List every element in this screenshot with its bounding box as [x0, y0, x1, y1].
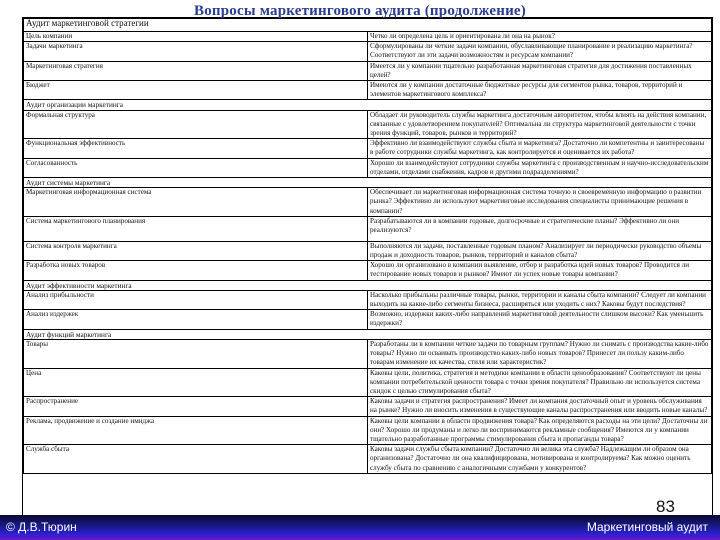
table-row: Маркетинговая стратегия Имеется ли у компании тщательно разработанная маркетинговая стратегия для достижения поставленных целей? — [24, 61, 712, 80]
section-header: Аудит эффективности маркетинга — [24, 280, 712, 290]
slide-title: Вопросы маркетингового аудита (продолжение) — [194, 3, 526, 19]
table-row: Бюджет Имеются ли у компании достаточные бюджетные ресурсы для сегментов рынка, товаров, территорий и элементов маркетингового комплекса? — [24, 81, 712, 100]
section-header: Аудит организации маркетинга — [24, 100, 712, 110]
table-row: Товары Разработаны ли в компании четкие задачи по товарным группам? Нужно ли снимать с производства какие-либо товары? Нужно ли осваивать производство каких-либо новых товаров? Принесет ли пользу каким-либо товарам изменение их качества, стиля или характеристик? — [24, 339, 712, 368]
table-row: Система контроля маркетинга Выполняются ли задачи, поставленные годовым планом? Анализирует ли периодически руководство объемы продаж и доходность товаров, рынков, территорий и каналов сбыта? — [24, 241, 712, 260]
table-row: Анализ издержек Возможно, издержки каких-либо направлений маркетинговой деятельности слишком высоки? Как уменьшить издержки? — [24, 310, 712, 329]
table-row: Служба сбыта Каковы задачи службы сбыта компании? Достаточно ли велика эта служба? Надлежащим ли образом она организована? Достаточно ли она квалифицирована, мотивирована и контролируема? Как можно оценить службу сбыта по сравнению с аналогичными службами у конкурентов? — [24, 445, 712, 474]
table-row: Анализ прибыльности Насколько прибыльны различные товары, рынки, территории и каналы сбыта компании? Следует ли компании выходить на какие-либо сегменты бизнеса, расширяться или уходить с них? Каковы будут последствия? — [24, 290, 712, 309]
table-row: Формальная структура Обладает ли руководитель службы маркетинга достаточным авторитетом, чтобы влиять на действия компании, связанные с удовлетворением покупателей? Оптимальна ли структура маркетинговой деятельности с точки зрения функций, товаров, рынков и территорий? — [24, 110, 712, 139]
section-header: Аудит системы маркетинга — [24, 178, 712, 188]
table-row: Согласованность Хорошо ли взаимодействуют сотрудники службы маркетинга с производственным и научно-исследовательским отделами, отделами снабжения, кадров и другими подразделениями? — [24, 158, 712, 177]
audit-questions-table — [22, 17, 713, 515]
table-row: Функциональная эффективность Эффективно ли взаимодействуют службы сбыта и маркетинга? Достаточно ли компетентны и заинтересованы в работе сотрудники службы маркетинга, как контролируется и оценивается их работа? — [24, 139, 712, 158]
footer-author: © Д.В.Тюрин — [6, 520, 77, 534]
table-row: Цель компании Четко ли определена цель и ориентирована ли она на рынок? — [24, 32, 712, 42]
table-row: Реклама, продвижение и создание имиджа Каковы цели компании в области продвижения товара? Как определяются расходы на эти цели? Достаточны ли они? Хорошо ли продуманы и легко ли воспринимаются рекламные сообщения? Имеются ли у компании тщательно разработанные программы стимулирования сбыта и пропаганды товара? — [24, 416, 712, 445]
table-row: Маркетинговая информационная система Обеспечивает ли маркетинговая информационная система точную и своевременную информацию о развитии рынка? Эффективно ли используют маркетинговые исследования специалисты принимающие решения в компании? — [24, 188, 712, 217]
section-header: Аудит маркетинговой стратегии — [24, 19, 712, 32]
footer-course-title: Маркетинговый аудит — [586, 520, 708, 534]
table-row: Разработка новых товаров Хорошо ли организовано в компании выявление, отбор и разработка идей новых товаров? Проводится ли тестирование новых товаров и рынков? Имеют ли успех новые товары компании? — [24, 261, 712, 280]
table-row: Распространение Каковы задачи и стратегия распространения? Имеет ли компания достаточный опыт и уровень обслуживания на рынке? Нужно ли вносить изменения в существующие каналы распространения или вводить новые каналы? — [24, 397, 712, 416]
page-number: 83 — [656, 497, 675, 516]
section-header: Аудит функций маркетинга — [24, 329, 712, 339]
table-row: Система маркетингового планирования Разрабатываются ли в компании годовые, долгосрочные и стратегические планы? Эффективно ли они реализуются? — [24, 216, 712, 241]
table-row: Цена Каковы цели, политика, стратегия и методики компании в области ценообразования? Соответствуют ли цены компании потребительской ценности товара с точки зрения покупателя? Правильно ли используется система скидок с целью стимулирования сбыта? — [24, 368, 712, 397]
footer-bar — [0, 515, 720, 540]
table-row: Задачи маркетинга Сформулированы ли четкие задачи компании, обуславливающие планирование и реализацию маркетинга? Соответствуют ли эти задачи возможностям и ресурсам компании? — [24, 42, 712, 61]
